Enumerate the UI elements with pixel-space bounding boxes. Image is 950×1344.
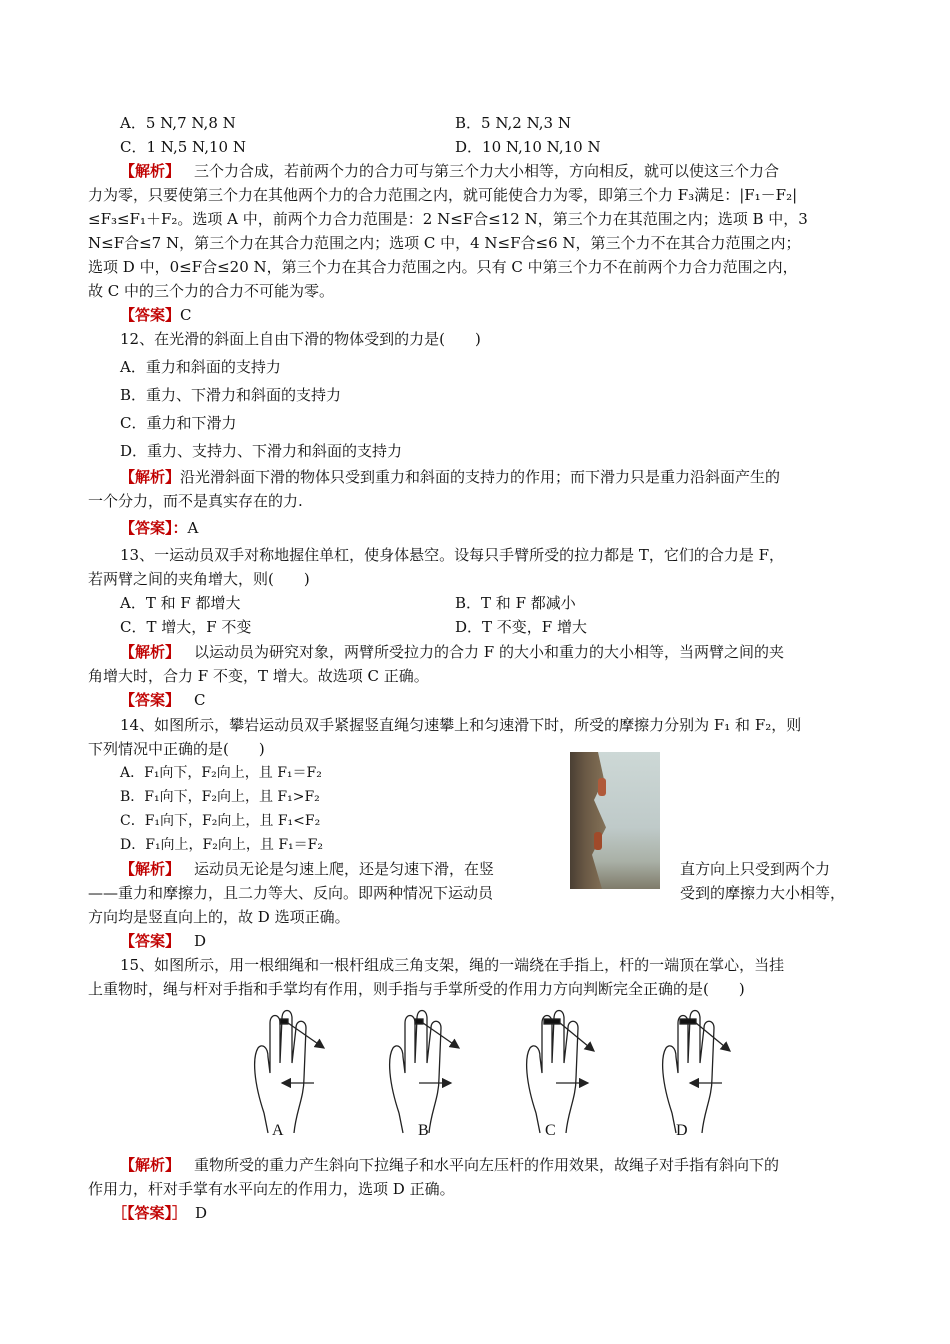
answer-tag: ［【答案】］ xyxy=(112,1204,188,1222)
q11-option-a: A．5 N,7 N,8 N xyxy=(120,114,236,132)
q13-option-a: A．T 和 F 都增大 xyxy=(120,594,241,612)
figure-label-b: B xyxy=(418,1122,429,1139)
q14-analysis-line-1a: 【解析】 运动员无论是匀速上爬，还是匀速下滑，在竖 xyxy=(120,860,495,878)
q12-analysis-line-2: 一个分力，而不是真实存在的力. xyxy=(88,492,303,510)
q12-analysis-line-1: 【解析】沿光滑斜面下滑的物体只受到重力和斜面的支持力的作用；而下滑力只是重力沿斜面产生的 xyxy=(120,468,781,486)
analysis-tag: 【解析】 xyxy=(120,643,181,661)
hand-c-icon xyxy=(527,1011,594,1134)
q13-option-c: C．T 增大，F 不变 xyxy=(120,618,252,636)
q12-option-a: A．重力和斜面的支持力 xyxy=(120,358,281,376)
q12-option-c: C．重力和下滑力 xyxy=(120,414,237,432)
q15-answer: ［【答案】］ D xyxy=(112,1204,208,1222)
q14-option-d: D．F₁向上，F₂向上，且 F₁＝F₂ xyxy=(120,837,323,853)
q13-stem-line-1: 13、一运动员双手对称地握住单杠，使身体悬空。设每只手臂所受的拉力都是 T，它们的合力是 F， xyxy=(120,546,785,564)
q14-analysis-line-2b: 受到的摩擦力大小相等， xyxy=(680,884,846,902)
climber-lower xyxy=(594,832,602,850)
q15-analysis-line-1: 【解析】 重物所受的重力产生斜向下拉绳子和水平向左压杆的作用效果，故绳子对手指有斜向下的 xyxy=(120,1156,780,1174)
answer-tag: 【答案】 xyxy=(120,932,181,950)
q15-stem-line-1: 15、如图所示，用一根细绳和一根杆组成三角支架，绳的一端绕在手指上，杆的一端顶在掌心，当挂 xyxy=(120,956,785,974)
analysis-tag: 【解析】 xyxy=(120,860,181,878)
q11-option-d: D．10 N,10 N,10 N xyxy=(455,138,601,156)
q13-option-d: D．T 不变，F 增大 xyxy=(455,618,587,636)
q13-analysis-line-1: 【解析】 以运动员为研究对象，两臂所受拉力的合力 F 的大小和重力的大小相等，当两臂之间的夹 xyxy=(120,643,784,661)
climber-upper xyxy=(598,778,606,796)
q15-analysis-line-2: 作用力，杆对手掌有水平向左的作用力，选项 D 正确。 xyxy=(88,1180,455,1198)
hand-b-icon xyxy=(390,1011,459,1134)
answer-tag: 【答案】 xyxy=(120,691,181,709)
q14-analysis-line-1b: 直方向上只受到两个力 xyxy=(680,860,831,878)
figure-label-a: A xyxy=(272,1122,284,1139)
q13-analysis-line-2: 角增大时，合力 F 不变，T 增大。故选项 C 正确。 xyxy=(88,667,429,685)
q11-analysis-line-6: 故 C 中的三个力的合力不可能为零。 xyxy=(88,282,335,300)
q11-analysis-line-1: 【解析】 三个力合成，若前两个力的合力可与第三个力大小相等，方向相反，就可以使这三个力合 xyxy=(120,162,780,180)
analysis-tag: 【解析】 xyxy=(120,162,181,180)
figure-label-d: D xyxy=(676,1122,688,1139)
q14-answer: 【答案】 D xyxy=(120,932,207,950)
q13-answer: 【答案】 C xyxy=(120,691,206,709)
hand-d-icon xyxy=(663,1011,730,1134)
q14-option-b: B．F₁向下，F₂向上，且 F₁>F₂ xyxy=(120,789,320,805)
q11-option-b: B．5 N,2 N,3 N xyxy=(455,114,571,132)
q14-option-a: A．F₁向下，F₂向上，且 F₁＝F₂ xyxy=(120,765,322,781)
q11-answer: 【答案】C xyxy=(120,306,192,324)
q14-analysis-line-3: 方向均是竖直向上的，故 D 选项正确。 xyxy=(88,908,350,926)
analysis-tag: 【解析】 xyxy=(120,468,181,486)
q12-answer: 【答案】：A xyxy=(120,519,199,537)
q12-stem: 12、在光滑的斜面上自由下滑的物体受到的力是( ) xyxy=(120,330,481,348)
q15-stem-line-2: 上重物时，绳与杆对手指和手掌均有作用，则手指与手掌所受的作用力方向判断完全正确的是( ) xyxy=(88,980,745,998)
rock-face xyxy=(570,752,610,889)
q13-stem-line-2: 若两臂之间的夹角增大，则( ) xyxy=(88,570,310,588)
q13-option-b: B．T 和 F 都减小 xyxy=(455,594,576,612)
q12-option-b: B．重力、下滑力和斜面的支持力 xyxy=(120,386,342,404)
q11-analysis-line-5: 选项 D 中，0≤F合≤20 N，第三个力在其合力范围之内。只有 C 中第三个力不在前两个力合力范围之内， xyxy=(88,258,798,276)
hand-a-icon xyxy=(255,1011,324,1134)
q11-analysis-line-2: 力为零，只要使第三个力在其他两个力的合力范围之内，就可能使合力为零，即第三个力 F₃满足：|F₁－F₂| xyxy=(88,186,798,204)
analysis-tag: 【解析】 xyxy=(120,1156,181,1174)
answer-tag: 【答案】 xyxy=(120,306,181,324)
hands-force-figure xyxy=(244,1003,734,1143)
q11-analysis-line-3: ≤F₃≤F₁＋F₂。选项 A 中，前两个力合力范围是：2 N≤F合≤12 N，第三个力在其范围之内；选项 B 中，3 xyxy=(88,210,808,228)
q12-option-d: D．重力、支持力、下滑力和斜面的支持力 xyxy=(120,442,403,460)
q14-stem-line-1: 14、如图所示，攀岩运动员双手紧握竖直绳匀速攀上和匀速滑下时，所受的摩擦力分别为 F₁ 和 F₂，则 xyxy=(120,716,802,734)
figure-label-c: C xyxy=(545,1122,556,1139)
q14-stem-line-2: 下列情况中正确的是( ) xyxy=(88,740,265,758)
answer-tag: 【答案】： xyxy=(120,519,188,537)
rock-climber-photo xyxy=(570,752,660,889)
q14-analysis-line-2a: ——重力和摩擦力，且二力等大、反向。即两种情况下运动员 xyxy=(88,884,494,902)
q11-analysis-line-4: N≤F合≤7 N，第三个力在其合力范围之内；选项 C 中，4 N≤F合≤6 N，第三个力不在其合力范围之内； xyxy=(88,234,801,252)
q14-option-c: C．F₁向下，F₂向上，且 F₁<F₂ xyxy=(120,813,321,829)
q11-option-c: C．1 N,5 N,10 N xyxy=(120,138,246,156)
